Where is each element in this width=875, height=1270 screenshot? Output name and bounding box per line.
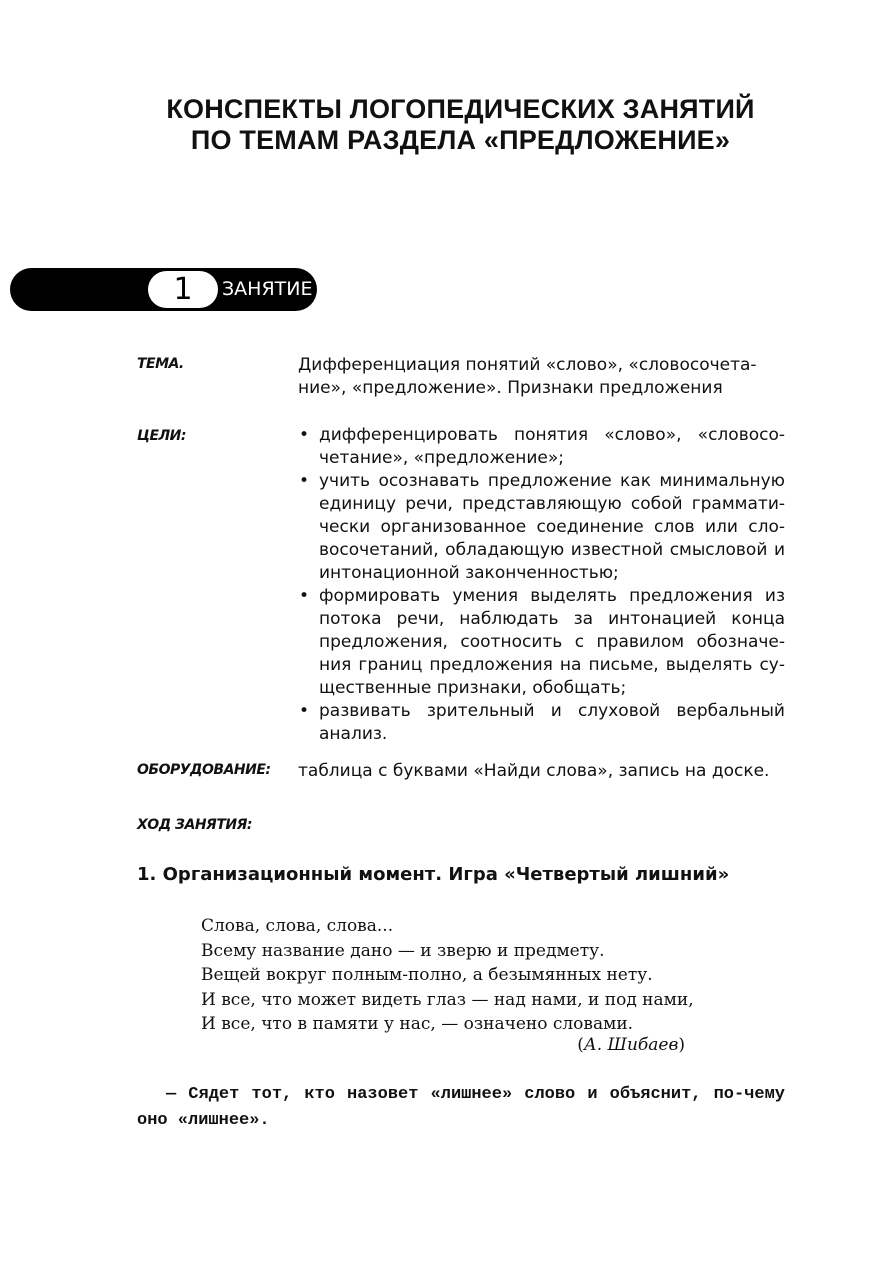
page-title — [0, 94, 875, 156]
lesson-word: ЗАНЯТИЕ — [222, 278, 313, 300]
poem-line: И все, что в памяти у нас, — означено словами. — [201, 1014, 634, 1034]
poem-line: Слова, слова, слова... — [201, 916, 394, 936]
page-title-line-2: ПО ТЕМАМ РАЗДЕЛА «ПРЕДЛОЖЕНИЕ» — [190, 125, 731, 155]
goal-item: • дифференцировать понятия «слово», «словосо-четание», «предложение»; — [298, 424, 785, 470]
page-title-line-1: КОНСПЕКТЫ ЛОГОПЕДИЧЕСКИХ ЗАНЯТИЙ — [166, 94, 755, 124]
goals-label: ЦЕЛИ: — [137, 428, 186, 444]
section-1-title: 1. Организационный момент. Игра «Четвертый лишний» — [137, 864, 730, 885]
poem-author: (А. Шибаев) — [577, 1035, 685, 1055]
poem-line: Всему название дано — и зверю и предмету. — [201, 940, 605, 961]
poem-line: И все, что может видеть глаз — над нами, и под нами, — [201, 989, 694, 1010]
goal-item: • развивать зрительный и слуховой вербальный анализ. — [298, 700, 785, 746]
goals-list — [298, 424, 785, 746]
lesson-number: 1 — [148, 271, 218, 308]
poem-line: Вещей вокруг полным-полно, а безымянных нету. — [201, 965, 653, 985]
goal-item: • формировать умения выделять предложения из потока речи, наблюдать за интонацией конца предложения, соотносить с правилом обозначе-ния границ предложения на письме, выделять су-щественные признаки, обобщать; — [298, 585, 785, 700]
equipment-text: таблица с буквами «Найди слова», запись на доске. — [298, 761, 770, 781]
equipment-label: ОБОРУДОВАНИЕ: — [137, 762, 271, 778]
progress-label: ХОД ЗАНЯТИЯ: — [137, 817, 252, 833]
lesson-banner — [10, 268, 317, 311]
topic-label: ТЕМА. — [137, 356, 184, 372]
instruction-text: — Сядет тот, кто назовет «лишнее» слово и объяснит, по-чему оно «лишнее». — [137, 1085, 785, 1130]
topic-text: Дифференциация понятий «слово», «словосочета-ние», «предложение». Признаки предложения — [298, 355, 757, 398]
goals-list-wrap — [298, 424, 785, 746]
poem-author-name: А. Шибаев — [583, 1035, 679, 1055]
goal-item: • учить осознавать предложение как минимальную единицу речи, представляющую собой граммати-чески организованное соединение слов или сло-восочетаний, обладающую известной смысловой и интонационной законченностью; — [298, 470, 785, 585]
poem — [201, 914, 694, 1037]
